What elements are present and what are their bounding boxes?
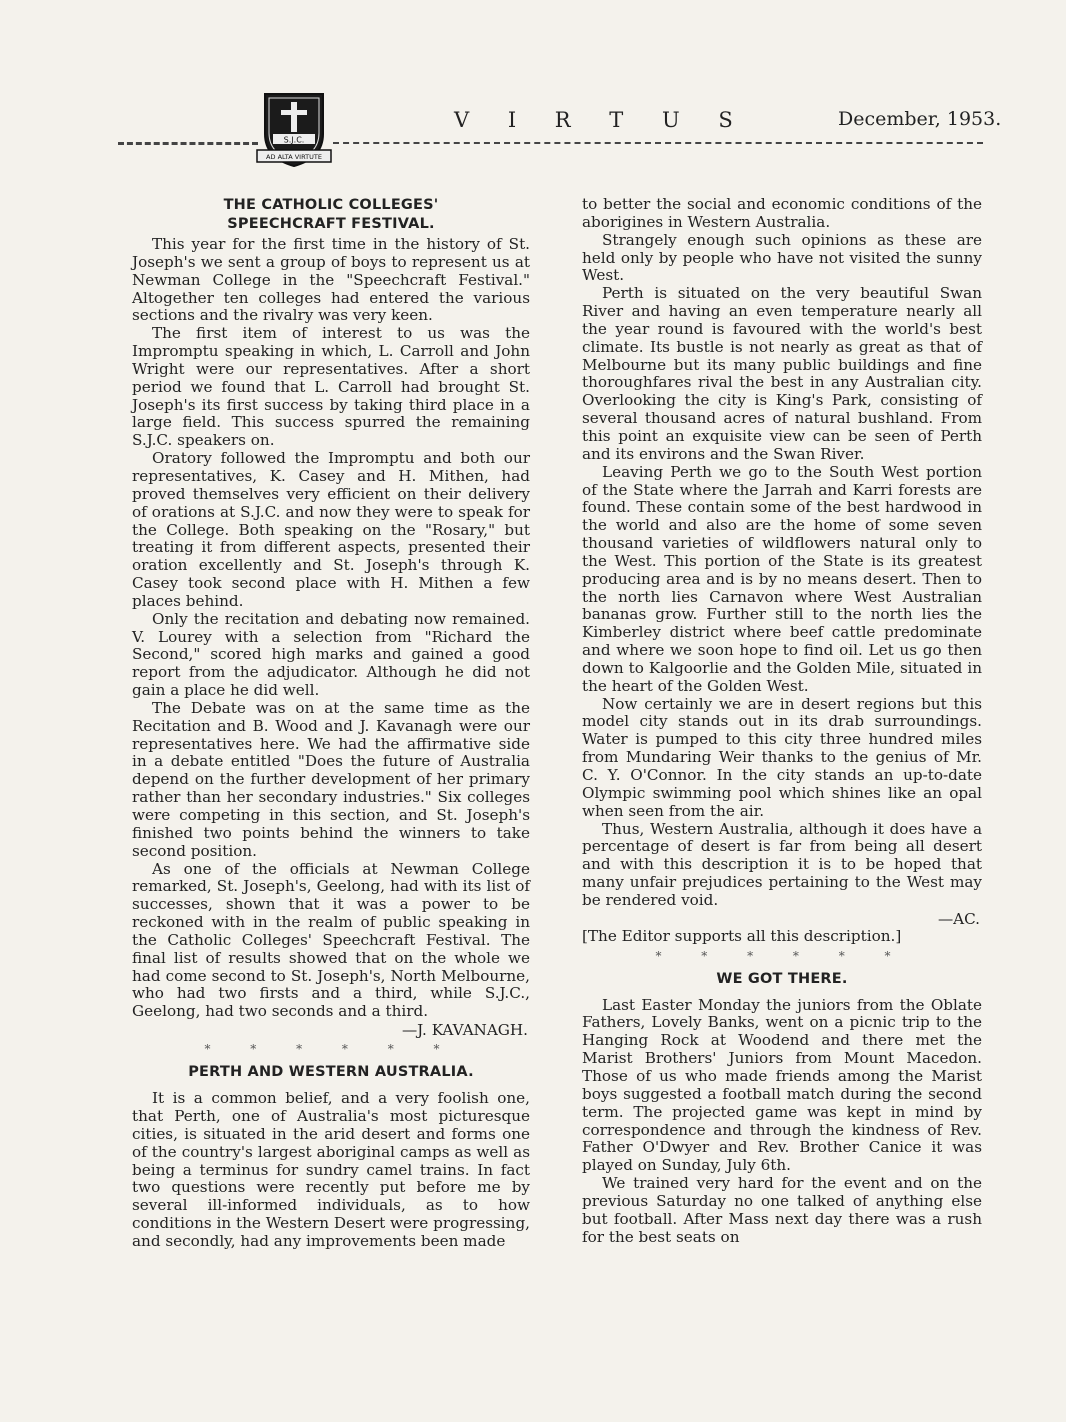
paragraph: This year for the first time in the history of St. Joseph's we sent a group of boys to represent us at Newman College in the "Speechcraft Festival." Altogether ten colleges had entered the various sections and the rivalry was very keen. [132,235,530,325]
page-header [0,0,1066,170]
right-column [582,196,982,1246]
paragraph: As one of the officials at Newman College remarked, St. Joseph's, Geelong, had with its list of successes, shown that it was a power to be reckoned with in the realm of public speaking in the Catholic Colleges' Speechcraft Festival. The final list of results showed that on the whole we had come second to St. Joseph's, North Melbourne, who had two firsts and a third, while S.J.C., Geelong, had two seconds and a third. [132,859,530,1021]
paragraph: Leaving Perth we go to the South West portion of the State where the Jarrah and Karri forests are found. These contain some of the best hardwood in the world and also are the home of some seven thousand varieties of wildflowers natural only to the West. This portion of the State is its greatest producing area and is by no means desert. Then to the north lies Carnavon where West Australian bananas grow. Further still to the north lies the Kimberley district where beef cattle predominate and where we soon hope to find oil. Let us go then down to Kalgoorlie and the Golden Mile, situated in the heart of the Golden West. [582,462,982,695]
paragraph: The first item of interest to us was the Impromptu speaking in which, L. Carroll and John Wright were our representatives. After a short period we found that L. Carroll had brought St. Joseph's its first success by taking third place in a large field. This success spurred the remaining S.J.C. speakers on. [132,324,530,450]
crest-initials: S.J.C. [283,135,305,145]
article-title: WE GOT THERE. [716,970,848,987]
issue-date: December, 1953. [838,108,1002,130]
paragraph: Thus, Western Australia, although it does have a percentage of desert is far from being all desert and with this description it is to be hoped that many unfair prejudices pertaining to the West may be rendered void. [582,819,982,909]
paragraph: Perth is situated on the very beautiful Swan River and having an even temperature nearly all the year round is favoured with the world's best climate. Its bustle is not nearly as great as that of Melbourne but its many public buildings and fine thoroughfares rival the best in any Australian city. Overlooking the city is King's Park, consisting of several thousand acres of natural bushland. From this point an exquisite view can be seen of Perth and its environs and the Swan River. [582,284,982,463]
college-crest-icon [255,88,333,170]
paragraph: Last Easter Monday the juniors from the Oblate Fathers, Lovely Banks, went on a picnic trip to the Hanging Rock at Woodend and there met the Marist Brothers' Juniors from Mount Macedon. Those of us who made friends among the Marist boys suggested a football match during the second term. The projected game was kept in mind by correspondence and through the kindness of Rev. Father O'Dwyer and Rev. Brother Canice it was played on Sunday, July 6th. [582,995,982,1175]
paragraph: to better the social and economic conditions of the aborigines in Western Australia. [582,195,982,231]
crest-motto: AD ALTA VIRTUTE [266,153,322,161]
author-signature: —J. KAVANAGH. [401,1021,528,1040]
paragraph: Strangely enough such opinions as these are held only by people who have not visited the sunny West. [582,230,982,285]
section-separator: * * * * * * [655,948,909,963]
header-rule-left [118,142,258,145]
article-title: PERTH AND WESTERN AUSTRALIA. [188,1064,474,1081]
paragraph: It is a common belief, and a very foolish one, that Perth, one of Australia's most picturesque cities, is situated in the arid desert and forms one of the country's largest aboriginal camps as well as being a terminus for sundry camel trains. In fact two questions were recently put before me by several ill-informed individuals, as to how conditions in the Western Desert were progressing, and secondly, had any improvements been made [132,1089,530,1250]
editor-note: [The Editor supports all this description.] [582,926,902,945]
paragraph: We trained very hard for the event and on the previous Saturday no one talked of anything else but football. After Mass next day there was a rush for the best seats on [582,1174,982,1246]
paragraph: Only the recitation and debating now remained. V. Lourey with a selection from "Richard the Second," scored high marks and gained a good report from the adjudicator. Although he did not gain a place he did well. [132,609,530,700]
left-column [132,196,530,1251]
article-title: THE CATHOLIC COLLEGES' SPEECHCRAFT FESTIVAL. [223,197,439,232]
header-rule-right [333,142,983,144]
paragraph: Now certainly we are in desert regions but this model city stands out in its drab surroundings. Water is pumped to this city three hundred miles from Mundaring Weir thanks to the genius of Mr. C. Y. O'Connor. In the city stands an up-to-date Olympic swimming pool which shines like an opal when seen from the air. [582,694,982,820]
paragraph: The Debate was on at the same time as the Recitation and B. Wood and J. Kavanagh were our representatives here. We had the affirmative side in a debate entitled "Does the future of Australia depend on the further development of her primary rather than her secondary industries." Six colleges were competing in this section, and St. Joseph's finished two points behind the winners to take second position. [132,698,530,860]
author-signature: —AC. [937,909,980,928]
section-separator: * * * * * * [204,1042,458,1057]
paragraph: Oratory followed the Impromptu and both our representatives, K. Casey and H. Mithen, had proved themselves very efficient on their delivery of orations at S.J.C. and now they were to speak for the College. Both speaking on the "Rosary," but treating it from different aspects, presented their oration excellently and St. Joseph's through K. Casey took second place with H. Mithen a few places behind. [132,449,530,610]
masthead-title: V I R T U S [454,108,749,132]
